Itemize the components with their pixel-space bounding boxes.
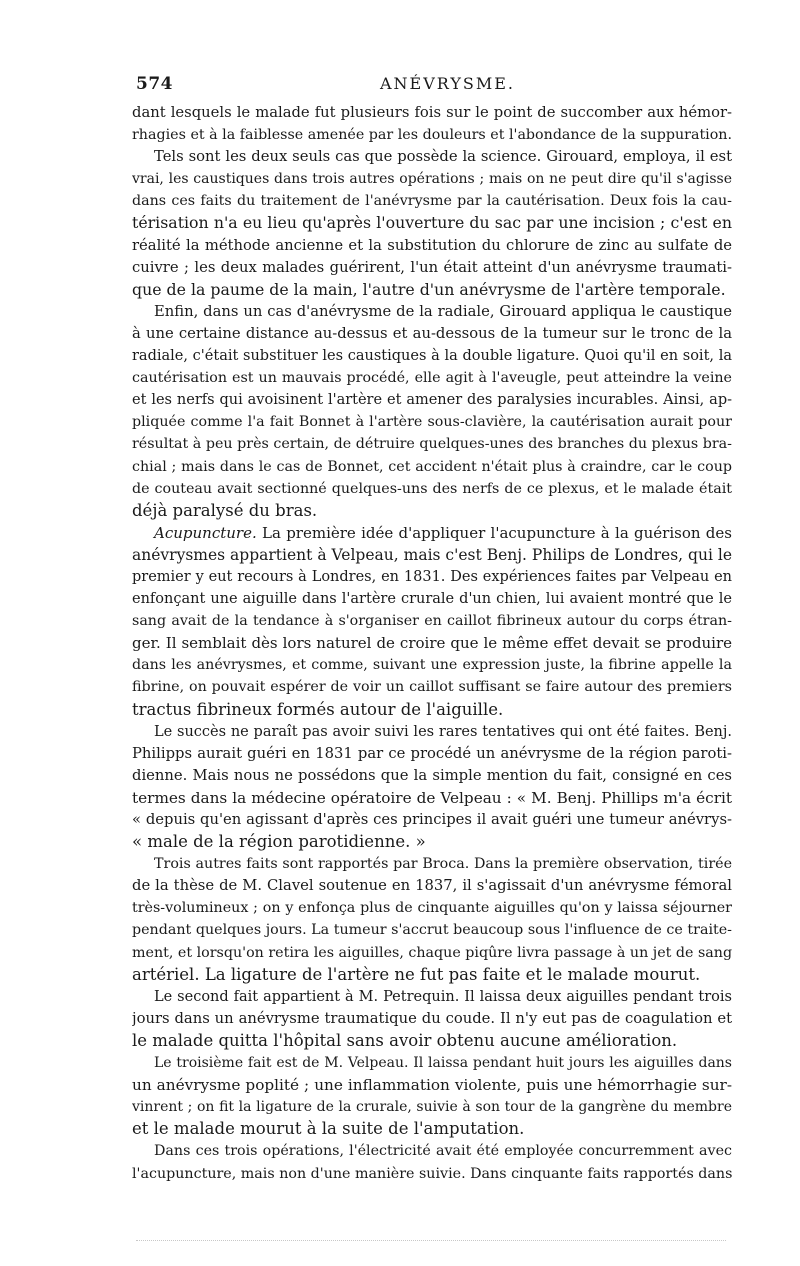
text-line: tractus fibrineux formés autour de l'aiguille. — [132, 699, 504, 719]
text-line: sang avait de la tendance à s'organiser en caillot fibrineux autour du corps étran- — [132, 613, 732, 630]
text-line: Le troisième fait est de M. Velpeau. Il laissa pendant huit jours les aiguilles dans — [154, 1055, 732, 1072]
bottom-rule — [136, 1240, 726, 1241]
text-line: très-volumineux ; on y enfonça plus de cinquante aiguilles qu'on y laissa séjourner — [132, 900, 732, 917]
text-line: à une certaine distance au-dessus et au-dessous de la tumeur sur le tronc de la — [132, 324, 732, 342]
running-title: ANÉVRYSME. — [380, 74, 516, 93]
text-line: réalité la méthode ancienne et la substitution du chlorure de zinc au sulfate de — [132, 236, 732, 254]
body-text — [132, 102, 732, 1185]
text-line: anévrysmes appartient à Velpeau, mais c'est Benj. Philips de Londres, qui le — [132, 545, 732, 564]
text-line: fibrine, on pouvait espérer de voir un caillot suffisant se faire autour des premiers — [132, 679, 732, 696]
text-line: de la thèse de M. Clavel soutenue en 1837, il s'agissait d'un anévrysme fémoral — [132, 877, 732, 895]
text-line: artériel. La ligature de l'artère ne fut pas faite et le malade mourut. — [132, 964, 701, 984]
text-line: dienne. Mais nous ne possédons que la simple mention du fait, consigné en ces — [132, 766, 732, 784]
text-line: Le succès ne paraît pas avoir suivi les rares tentatives qui ont été faites. Benj. — [154, 723, 732, 740]
text-line: chial ; mais dans le cas de Bonnet, cet accident n'était plus à craindre, car le coup — [132, 458, 732, 475]
text-line: Dans ces trois opérations, l'électricité avait été employée concurremment avec — [154, 1143, 732, 1160]
text-line: premier y eut recours à Londres, en 1831. Des expériences faites par Velpeau en — [132, 568, 732, 585]
text-line: vinrent ; on fit la ligature de la crurale, suivie à son tour de la gangrène du membre — [132, 1099, 732, 1116]
text-line: dans ces faits du traitement de l'anévrysme par la cautérisation. Deux fois la cau- — [132, 193, 732, 210]
text-line: cautérisation est un mauvais procédé, elle agit à l'aveugle, peut atteindre la veine — [132, 370, 732, 387]
text-line: cuivre ; les deux malades guérirent, l'un était atteint d'un anévrysme traumati- — [132, 258, 732, 276]
text-line: résultat à peu près certain, de détruire quelques-unes des branches du plexus bra- — [132, 436, 732, 453]
section-heading-acupuncture: Acupuncture. — [154, 523, 257, 542]
text-line: Le second fait appartient à M. Petrequin. Il laissa deux aiguilles pendant trois — [154, 988, 732, 1005]
text-line: Enfin, dans un cas d'anévrysme de la radiale, Girouard appliqua le caustique — [154, 302, 732, 320]
text-line: dant lesquels le malade fut plusieurs fois sur le point de succomber aux hémor- — [132, 104, 732, 121]
text-line: rhagies et à la faiblesse amenée par les douleurs et l'abondance de la suppuration. — [132, 127, 732, 144]
text-line: un anévrysme poplité ; une inflammation violente, puis une hémorrhagie sur- — [132, 1076, 732, 1095]
page-number: 574 — [136, 74, 173, 94]
text-line: ment, et lorsqu'on retira les aiguilles, chaque piqûre livra passage à un jet de sang — [132, 944, 732, 961]
text-line: pliquée comme l'a fait Bonnet à l'artère sous-clavière, la cautérisation aurait pour — [132, 414, 732, 431]
text-line: radiale, c'était substituer les caustiques à la double ligature. Quoi qu'il en soit, la — [132, 348, 732, 365]
text-line: et les nerfs qui avoisinent l'artère et amener des paralysies incurables. Ainsi, ap- — [132, 392, 732, 409]
text-line: térisation n'a eu lieu qu'après l'ouverture du sac par une incision ; c'est en — [132, 213, 732, 233]
text-line: et le malade mourut à la suite de l'amputation. — [132, 1119, 525, 1139]
text-line: l'acupuncture, mais non d'une manière suivie. Dans cinquante faits rapportés dans — [132, 1165, 732, 1182]
text-line: ger. Il semblait dès lors naturel de croire que le même effet devait se produire — [132, 634, 732, 653]
page-header — [136, 74, 736, 98]
text-line: de couteau avait sectionné quelques-uns des nerfs de ce plexus, et le malade était — [132, 480, 732, 497]
text-line: déjà paralysé du bras. — [132, 500, 318, 520]
text-line: pendant quelques jours. La tumeur s'accrut beaucoup sous l'influence de ce traite- — [132, 922, 732, 939]
text-line: Philipps aurait guéri en 1831 par ce procédé un anévrysme de la région paroti- — [132, 744, 732, 762]
text-line: termes dans la médecine opératoire de Velpeau : « M. Benj. Phillips m'a écrit — [132, 788, 732, 807]
text-line — [132, 522, 732, 544]
text-line: « depuis qu'en agissant d'après ces principes il avait guéri une tumeur anévrys- — [132, 811, 732, 828]
text-line: jours dans un anévrysme traumatique du coude. Il n'y eut pas de coagulation et — [132, 1009, 732, 1027]
text-line: que de la paume de la main, l'autre d'un anévrysme de l'artère temporale. — [132, 279, 726, 299]
text-line: « male de la région parotidienne. » — [132, 832, 426, 852]
text-line: enfonçant une aiguille dans l'artère crurale d'un chien, lui avaient montré que le — [132, 591, 732, 608]
text-line: Trois autres faits sont rapportés par Broca. Dans la première observation, tirée — [154, 856, 732, 873]
text-line: dans les anévrysmes, et comme, suivant une expression juste, la fibrine appelle la — [132, 657, 732, 674]
text-line-fragment: La première idée d'appliquer l'acupuncture à la guérison des — [262, 523, 732, 542]
text-line: Tels sont les deux seuls cas que possède la science. Girouard, employa, il est — [154, 148, 732, 166]
text-line: le malade quitta l'hôpital sans avoir obtenu aucune amélioration. — [132, 1030, 678, 1050]
text-line: vrai, les caustiques dans trois autres opérations ; mais on ne peut dire qu'il s'agisse — [132, 171, 732, 188]
